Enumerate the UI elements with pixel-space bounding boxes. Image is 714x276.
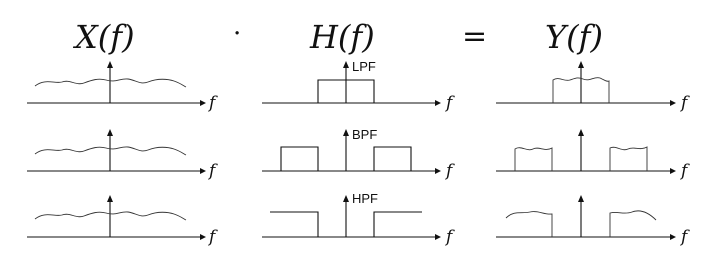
- y-axis-arrow: [107, 61, 113, 68]
- f-axis-label: f: [681, 161, 688, 181]
- y-axis-arrow: [343, 195, 349, 202]
- filter-label-bpf: BPF: [352, 127, 378, 142]
- row-lpf: [27, 59, 690, 113]
- y-spectrum-plot: [496, 61, 690, 113]
- y-axis-arrow: [343, 129, 349, 136]
- x-axis-arrow: [670, 100, 676, 106]
- f-axis-label: f: [209, 227, 216, 247]
- equals-operator: =: [462, 19, 488, 54]
- filter-label-hpf: HPF: [352, 191, 378, 206]
- hpf-plot: [262, 191, 455, 247]
- x-axis-arrow: [435, 100, 441, 106]
- y-title: Y(f): [545, 18, 603, 56]
- x-spectrum-plot: [27, 129, 218, 181]
- filter-label-lpf: LPF: [352, 59, 376, 74]
- y-spectrum-curve-positive: [610, 211, 656, 237]
- f-axis-label: f: [681, 93, 688, 113]
- h-title: H(f): [310, 18, 375, 56]
- y-spectrum-plot: [496, 195, 690, 247]
- lpf-plot: [262, 59, 455, 113]
- x-axis-arrow: [670, 168, 676, 174]
- y-axis-arrow: [578, 61, 584, 68]
- row-hpf: [27, 191, 690, 247]
- x-axis-arrow: [435, 168, 441, 174]
- f-axis-label: f: [209, 161, 216, 181]
- y-spectrum-curve-negative: [506, 212, 552, 237]
- multiply-operator: ·: [233, 19, 242, 49]
- x-axis-arrow: [200, 234, 206, 240]
- y-axis-arrow: [578, 129, 584, 136]
- y-spectrum-curve-negative: [515, 148, 552, 171]
- y-axis-arrow: [343, 61, 349, 68]
- y-spectrum-plot: [496, 129, 690, 181]
- hpf-passband-positive: [374, 212, 422, 237]
- bpf-passband-positive: [374, 147, 411, 171]
- x-spectrum-plot: [27, 195, 218, 247]
- x-title: X(f): [75, 18, 135, 56]
- y-axis-arrow: [107, 195, 113, 202]
- y-axis-arrow: [107, 129, 113, 136]
- x-axis-arrow: [435, 234, 441, 240]
- f-axis-label: f: [681, 227, 688, 247]
- hpf-passband-negative: [270, 212, 318, 237]
- f-axis-label: f: [446, 227, 453, 247]
- y-axis-arrow: [578, 195, 584, 202]
- row-bpf: [27, 127, 690, 181]
- bpf-plot: [262, 127, 455, 181]
- bpf-passband-negative: [281, 147, 318, 171]
- f-axis-label: f: [446, 93, 453, 113]
- y-spectrum-curve-positive: [610, 147, 647, 171]
- x-axis-arrow: [200, 168, 206, 174]
- x-axis-arrow: [200, 100, 206, 106]
- x-axis-arrow: [670, 234, 676, 240]
- x-spectrum-plot: [27, 61, 218, 113]
- f-axis-label: f: [209, 93, 216, 113]
- f-axis-label: f: [446, 161, 453, 181]
